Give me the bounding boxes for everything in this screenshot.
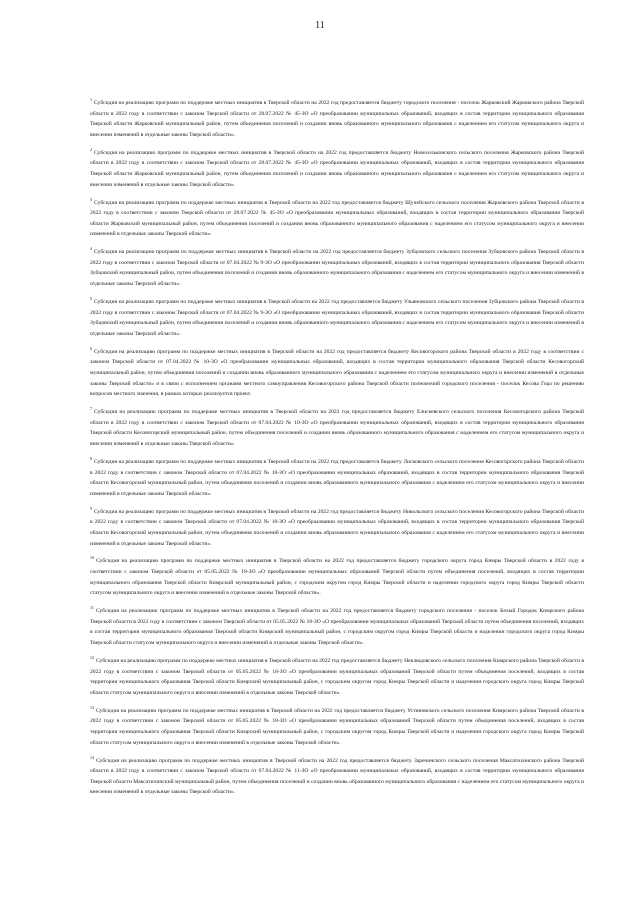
footnote-number: 10 xyxy=(90,555,94,561)
footnote-number: 11 xyxy=(90,605,94,611)
footnote-number: 1 xyxy=(90,97,92,102)
footnote-text: Субсидия на реализацию программ по поддержке местных инициатив в Тверской области на 2022 год предоставляется бюджету Зубцовского сельского поселения Зубцовского района Тверской области в 2022 году в соответствии с законом Тверской области от 07.04.2022 № 9-ЗО «О преобразовании муниципальных образований, входящих в состав территории муниципального образования Тверской области Зубцовский муниципальный район, путем объединения поселений и создании вновь образованного муниципального образования с наделением его статусом муниципального округа и внесении изменений в отдельные законы Тверской области». xyxy=(90,249,584,288)
footnote-number: 8 xyxy=(90,455,92,461)
footnote-text: Субсидия на реализацию программ по поддержке местных инициатив в Тверской области на 2022 год предоставляется бюджету городского поселения - поселок Жарковский Жарковского района Тверской области в 2022 году в соответствии с законом Тверской области от 28.07.2022 № 45-ЗО «О преобразовании муниципальных образований, входящих в состав территории муниципального образования Тверской области Жарковский муниципальный район, путем объединения поселений и создании вновь образованного муниципального образования с наделением его статусом муниципального округа и внесении изменений в отдельные законы Тверской области». xyxy=(90,100,584,138)
footnote-number: 2 xyxy=(90,146,92,152)
footnote-text: Субсидия на реализацию программ по поддержке местных инициатив в Тверской области на 2022 год предоставляется бюджету Лисковского сельского поселения Кесовогорского района Тверской области в 2022 году в соответствии с законом Тверской области от 07.04.2022 № 10-ЗО «О преобразовании муниципальных образований, входящих в состав территории муниципального образования Тверской области Кесовогорский муниципальный район, путем объединения поселений и создании вновь образованного муниципального образования с наделением его статусом муниципального округа и внесении изменений в отдельные законы Тверской области». xyxy=(90,458,584,497)
footnote-text: Субсидия на реализацию программ по поддержке местных инициатив в Тверской области на 2022 год предоставляется бюджету Никольского сельского поселения Кесовогорского района Тверской области в 2022 году в соответствии с законом Тверской области от 07.04.2022 № 10-ЗО «О преобразовании муниципальных образований, входящих в состав территории муниципального образования Тверской области Кесовогорский муниципальный район, путем объединения поселений и создании вновь образованного муниципального образования с наделением его статусом муниципального округа и внесении изменений в отдельные законы Тверской области». xyxy=(90,508,584,547)
footnote xyxy=(90,507,584,549)
footnote xyxy=(90,198,584,240)
footnote xyxy=(90,297,584,339)
footnote xyxy=(90,656,584,698)
page-number: 11 xyxy=(315,20,325,31)
footnote-number: 9 xyxy=(90,505,92,511)
footnote xyxy=(90,706,584,748)
footnote-text: Субсидия на реализацию программ по поддержке местных инициатив в Тверской области на 2022 год предоставляется бюджету Кесовогорского района Тверской области в 2022 году в соответствии с законом Тверской области от 07.04.2022 № 10-ЗО «О преобразовании муниципальных образований, входящих в состав территории муниципального образования Тверской области Кесовогорский муниципальный район, путем объединения поселений и создании вновь образованного муниципального образования с наделением его статусом муниципального округа и внесении изменений в отдельные законы Тверской области» и в связи с исполнением органами местного самоуправления Кесовогорского района Тверской области полномочий городского поселения - поселок Кесова Гора по решению вопросов местного значения, в рамках которых реализуется проект. xyxy=(90,348,584,398)
footnote xyxy=(90,407,584,449)
footnote-number: 5 xyxy=(90,296,92,302)
footnote-text: Субсидия на реализацию программ по поддержке местных инициатив в Тверской области на 2022 год предоставляется бюджету Щучейского сельского поселения Жарковского района Тверской области в 2022 году в соответствии с законом Тверской области от 28.07.2022 № 45-ЗО «О преобразовании муниципальных образований, входящих в состав территории муниципального образования Тверской области Жарковский муниципальный район, путем объединения поселений и создании вновь образованного муниципального образования с наделением его статусом муниципального округа и внесении изменений в отдельные законы Тверской области». xyxy=(90,199,584,238)
footnote xyxy=(90,98,584,140)
footnote xyxy=(90,556,584,598)
footnote-text: Субсидия на реализацию программ по поддержке местных инициатив в Тверской области на 2022 год предоставляется бюджету городского поселения - поселок Белый Городок Кимрского района Тверской области в 2022 году в соответствии с законом Тверской области от 05.05.2022 № 18-ЗО «О преобразовании муниципальных образований Тверской области путем объединения поселений, входящих в состав территории муниципального образования Тверской области Кимрский муниципальный район, с городским округом город Кимры Тверской области и наделении городского округа город Кимры Тверской области статусом муниципального округа и внесении изменений в отдельные законы Тверской области». xyxy=(90,608,584,647)
footnote xyxy=(90,148,584,190)
footnote-text: Субсидия на реализацию программ по поддержке местных инициатив в Тверской области на 2022 год предоставляется бюджету городского округа город Кимры Тверской области в 2022 году в соответствии с законом Тверской области от 05.05.2022 № 18-ЗО «О преобразовании муниципальных образований Тверской области путем объединения поселений, входящих в состав территории муниципального образования Тверской области Кимрский муниципальный район, с городским округом город Кимры Тверской области и наделении городского округа город Кимры Тверской области статусом муниципального округа и внесении изменений в отдельные законы Тверской области». xyxy=(90,558,584,597)
footnote xyxy=(90,247,584,289)
footnotes-list xyxy=(90,98,584,805)
footnote-number: 14 xyxy=(90,754,94,760)
footnote-number: 12 xyxy=(90,655,94,661)
footnote-text: Субсидия на реализацию программ по поддержке местных инициатив в Тверской области на 2022 год предоставляется бюджету Устиновского сельского поселения Кимрского района Тверской области в 2022 году в соответствии с законом Тверской области от 05.05.2022 № 18-ЗО «О преобразовании муниципальных образований Тверской области путем объединения поселений, входящих в состав территории муниципального образования Тверской области Кимрский муниципальный район, с городским округом город Кимры Тверской области и наделении городского округа город Кимры Тверской области статусом муниципального округа и внесении изменений в отдельные законы Тверской области». xyxy=(90,707,584,746)
footnote xyxy=(90,347,584,400)
footnote xyxy=(90,756,584,798)
footnote-text: Субсидия на реализацию программ по поддержке местных инициатив в Тверской области на 2022 год предоставляется бюджету Заречинского сельского поселения Максатихинского района Тверской области в 2022 году в соответствии с законом Тверской области от 07.04.2022 № 11-ЗО «О преобразовании муниципальных образований, входящих в состав территории муниципального образования Тверской области Максатихинский муниципальный район, путем объединения поселений и создании вновь образованного муниципального образования с наделением его статусом муниципального округа и внесении изменений в отдельные законы Тверской области». xyxy=(90,757,584,796)
footnote-text: Субсидия на реализацию программ по поддержке местных инициатив в Тверской области на 2022 год предоставляется бюджету Неклюдовского сельского поселения Кимрского района Тверской области в 2022 году в соответствии с законом Тверской области от 05.05.2022 № 18-ЗО «О преобразовании муниципальных образований Тверской области путем объединения поселений, входящих в состав территории муниципального образования Тверской области Кимрский муниципальный район, с городским округом город Кимры Тверской области и наделении городского округа город Кимры Тверской области статусом муниципального округа и внесении изменений в отдельные законы Тверской области». xyxy=(90,658,584,696)
footnote-text: Субсидия на реализацию программ по поддержке местных инициатив в Тверской области на 2022 год предоставляется бюджету Елисеевского сельского поселения Кесовогорского района Тверской области в 2022 году в соответствии с законом Тверской области от 07.04.2022 № 10-ЗО «О преобразовании муниципальных образований, входящих в состав территории муниципального образования Тверской области Кесовогорский муниципальный район, путем объединения поселений и создании вновь образованного муниципального образования с наделением его статусом муниципального округа и внесении изменений в отдельные законы Тверской области». xyxy=(90,409,584,447)
footnote-text: Субсидия на реализацию программ по поддержке местных инициатив в Тверской области на 2022 год предоставляется бюджету Новосельковского сельского поселения Жарковского района Тверской области в 2022 году в соответствии с законом Тверской области от 28.07.2022 № 45-ЗО «О преобразовании муниципальных образований, входящих в состав территории муниципального образования Тверской области Жарковский муниципальный район, путем объединения поселений и создании вновь образованного муниципального образования с наделением его статусом муниципального округа и внесении изменений в отдельные законы Тверской области». xyxy=(90,149,584,188)
footnote xyxy=(90,606,584,648)
footnote-number: 4 xyxy=(90,246,92,252)
footnote-number: 6 xyxy=(90,345,92,351)
footnote-number: 3 xyxy=(90,196,92,202)
footnote-number: 13 xyxy=(90,704,94,710)
footnote-text: Субсидия на реализацию программ по поддержке местных инициатив в Тверской области на 2022 год предоставляется бюджету Ульяновского сельского поселения Зубцовского района Тверской области в 2022 году в соответствии с законом Тверской области от 07.04.2022 № 9-ЗО «О преобразовании муниципальных образований, входящих в состав территории муниципального образования Тверской области Зубцовский муниципальный район, путем объединения поселений и создании вновь образованного муниципального образования с наделением его статусом муниципального округа и внесении изменений в отдельные законы Тверской области». xyxy=(90,299,584,337)
footnote-number: 7 xyxy=(90,406,92,412)
footnote xyxy=(90,457,584,499)
